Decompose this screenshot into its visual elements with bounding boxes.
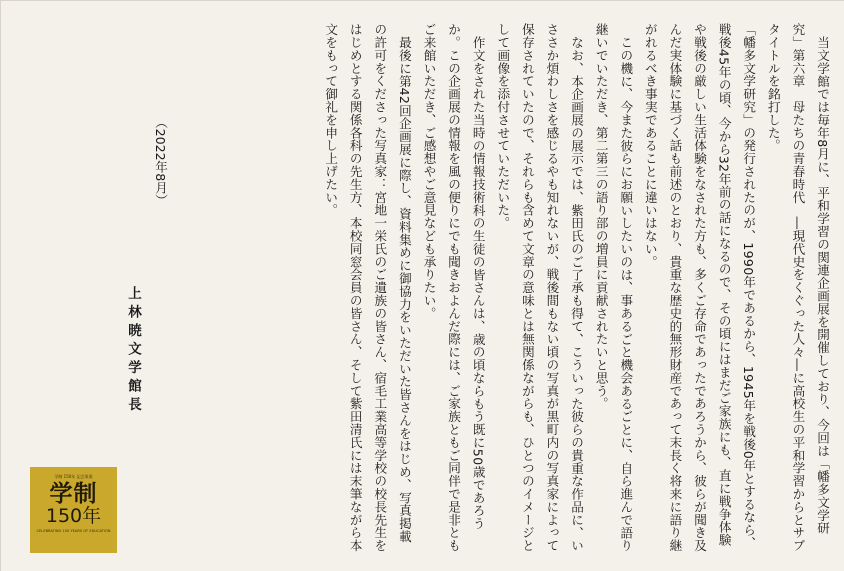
paragraph: 「幡多文学研究」の発行されたのが、1990年であるから、1945年を戦後0年とするなら、戦後45年の頃、今から32年前の話になるので、その頃にはまだご家族にも、直に戦争体験や戦後の厳しい生活体験をなされた方も、多くご存命であったであろうから、彼らが聞き及んだ実体験に基づく話も前述のとおり、貴重な歴史的無形財産であって末長く将来に語り継がれるべき事実であることに違いはない。 bbox=[642, 23, 757, 552]
paragraph: なお、本企画展の展示では、紫田氏のご了承も得て、こういった彼らの貴重な作品に、いささか煩わしさを感じるやも知れないが、戦後間もない頃の写真が黒町内の写真家によって保存されていたので、それらも含めて文章の意味とは無関係ながらも、ひとつのイメージとして画像を添付させていただいた。 bbox=[495, 23, 585, 552]
logo-bottom-text: CELEBRATING 150 YEARS OF EDUCATION bbox=[36, 529, 111, 533]
logo-number-text: 150年 bbox=[45, 505, 102, 527]
logo-main-text: 学制 bbox=[49, 481, 98, 507]
body-text bbox=[318, 23, 834, 553]
logo-top-text: 学制 150年 記念事業 bbox=[54, 474, 93, 479]
anniversary-logo bbox=[30, 467, 117, 553]
date-line: （2022年8月） bbox=[153, 116, 168, 207]
signature: 上林暁文学館長 bbox=[125, 286, 141, 416]
paragraph: 最後に第42回企画展に際し、資料集めに御協力をいただいた皆さんをはじめ、写真掲載の許可をくださった写真家：宮地一栄氏のご遺族の皆さん、宿毛工業高等学校の校長先生をはじめとする関係各科の先生方、本校同窓会員の皆さん、そして紫田清氏には末筆ながら本文をもって御礼を申し上げたい。 bbox=[323, 23, 412, 552]
paragraph: この機に、今また彼らにお願いしたいのは、事あるごと機会あるごとに、自ら進んで語り継いでいただき、第二第三の語り部の増員に貢献されたいと思う。 bbox=[593, 23, 634, 552]
paragraph: 当文学館では毎年8月に、平和学習の関連企画展を開催しており、今回は「幡多文学研究」第六章 母たちの青春時代 ―現代史をくぐった人々―に高校生の平和学習からとサブタイトルを銘打した。 bbox=[765, 23, 830, 552]
paragraph: 作文をされた当時の情報技術科の生徒の皆さんは、歳の頃ならもう既に50歳であろうか。この企画展の情報を風の便りにでも聞きおよんだ際には、ご家族ともご同伴で是非ともご来館いただき、ご感想やご意見なども承りたい。 bbox=[421, 23, 486, 552]
